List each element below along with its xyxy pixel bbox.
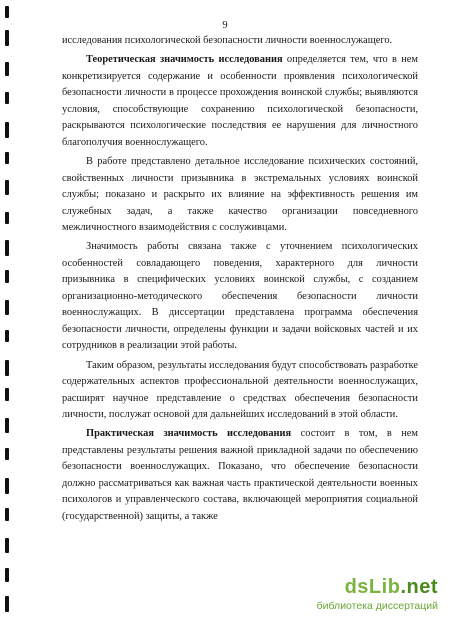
page-number: 9 xyxy=(222,20,228,31)
section-lead: Практическая значимость исследования xyxy=(86,428,292,440)
paragraph: исследования психологической безопасности личности военнослужащего. xyxy=(62,35,393,46)
section-lead: Теоретическая значимость исследования xyxy=(86,54,283,66)
dslib-subtitle: библиотека диссертаций xyxy=(316,600,438,612)
scan-edge-marks xyxy=(0,0,14,620)
dslib-watermark xyxy=(290,576,440,614)
paragraph-theoretical-significance: Теоретическая значимость исследования определяется тем, что в нем конкретизируется содержание и особенности проявления психологической безопасности личности в процессе прохождения воинской службы; выявляются условия, способствующие сохранению психологической безопасности, раскрываются психологические последствия ее нарушения для личностного благополучия военнослужащего. xyxy=(62,54,418,148)
dslib-logo: dsLib.net xyxy=(344,576,438,598)
paragraph: Таким образом, результаты исследования будут способствовать разработке содержательных аспектов профессиональной деятельности военнослужащих, расширят научное представление о средствах обеспечения безопасности личности, послужат основой для дальнейших исследований в этой области. xyxy=(62,359,418,420)
paragraph: В работе представлено детальное исследование психических состояний, свойственных личности призывника в экстремальных условиях воинской службы; показано и раскрыто их влияние на эффективность решения им служебных задач, а также качество организации повседневного межличностного взаимодействия с сослуживцами. xyxy=(62,156,418,233)
paragraph: Значимость работы связана также с уточнением психологических особенностей совладающего поведения, характерного для личности призывника в специфических условиях воинской службы, с созданием организационно-методического обеспечения безопасности личности военнослужащих. В диссертации представлена программа обеспечения безопасности личности, определены функции и задачи войсковых частей и их сотрудников в реализации этой работы. xyxy=(62,241,418,352)
paragraph-practical-significance: Практическая значимость исследования состоит в том, в нем представлены результаты решения важной прикладной задачи по обеспечению безопасности военнослужащих. Показано, что обеспечение безопасности должно рассматриваться как важная часть практической деятельности военных психологов и управленческого состава, включающей мероприятия социальной (государственной) защиты, а также xyxy=(62,428,418,522)
document-body xyxy=(62,33,418,528)
